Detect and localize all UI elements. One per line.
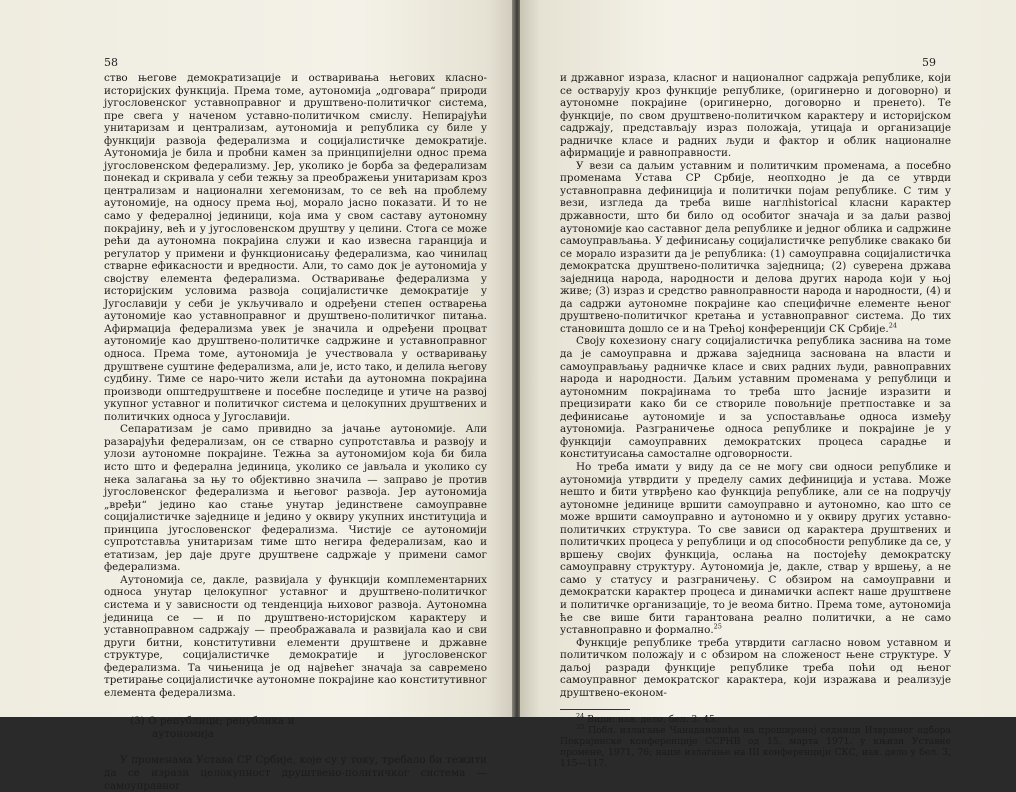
footnote-24: $^{24}$ Види: нав. дело, бел. 3. 45. bbox=[576, 712, 718, 726]
left-paragraph-2: Сепаратизам је само привидно за јачање аутономије. Али разарајући федерализам, он се стварно супротставља и развоју и улози аутономне покрајине. Тежња за аутономијом која би била исто што и федерална јединица, уколико се јављала и уколико су нека залагања за њу то објективно значила — заправо је против југословенског федерализма и његовог развоја. Јер аутономија „вређи“ једино као стање унутар јединствене самоуправне социјалистичке заједнице и једино у оквиру укупних институција и принципа југословенског федерализма. Чистије се аутономији супротставља унитаризам тиме што негира федерализам, као и етатизам, јер даје друге друштвене садржаје у примени самог федерализма. bbox=[104, 423, 487, 574]
right-paragraph-5: Функције републике треба утврдити сагласно новом уставном и политичком положају и с обзиром на сложеност њене структуре. У даљој разради функције републике треба поћи од њеног самоуправног демократског карактера, који изражава и реализује друштвено-економ- bbox=[560, 636, 951, 699]
left-paragraph-3: Аутономија се, дакле, развијала у функцији комплементарних односа унутар целокупног уставног и друштвено-политичког система и у зависности од тенденција њиховог развоја. Аутономна јединица се — и по друштвено-историјском карактеру и уставноправном садржају — преображавала и развијала као и сви други битни, конститутивни елементи друштвене и државне структуре, социјалистичке демократије и југословенског федерализма. Та чињеница је од највећег значаја за савремено третирање социјалистичке аутономне покрајине као конститутивног елемента федерализма. bbox=[104, 573, 487, 699]
section-heading-line-1: (3) О републици; република и bbox=[130, 715, 295, 728]
left-paragraph-4: У променама Устава СР Србије, које су у току, требало би тежити да се изрази целокупност друштвено-политичког система — самоуправног bbox=[104, 754, 487, 792]
right-page bbox=[520, 0, 1016, 770]
footnotes bbox=[560, 714, 951, 769]
footnote-25: $^{25}$ Побл. излагање Чанадановића на проширеној седници Извршног одбора Покрајинске конференције ССРНВ од 15. марта 1971. у књизи Уставне промене, 1971, 76; наше излагање на III конференцији СКС, нав. дело у бел. 3, 115—117. bbox=[560, 723, 952, 770]
footnote-separator bbox=[560, 709, 630, 710]
right-paragraph-4: Но треба имати у виду да се не могу сви односи републике и аутономија утврдити у пределу самих дефиниција и устава. Може нешто и бити утврђено као функција републике, али се на подручју аутономне јединице вршити самоуправно и аутономно, као што се може вршити самоуправно и аутономно и у оквиру других уставно-политичких структура. То све зависи од карактера друштвених и политичких процеса у републици и од способности републике да се, у вршењу својих функција, ослања на постојећу демократску самоуправну структуру. Аутономија је, дакле, ствар у вршењу, а не само у статусу и разграничењу. С обзиром на самоуправни и демократски карактер процеса и динамички аспект наше друштвене и политичке организације, то је веома битно. Према томе, аутономија ће све више бити гарантована реално политички, а не само уставноправно и формално.$^{25}$ bbox=[560, 460, 951, 637]
right-paragraph-3: Своју кохезиону снагу социјалистичка република заснива на томе да је самоуправна и држава заједница заснована на власти и самоуправљању радничке класе и свих радних људи, равноправних народа и народности. Даљим уставним променама у републици и аутономним покрајинама то треба што јасније изразити и прецизирати како би се створиле повољније претпоставке и за дефинисање аутономије и за успостављање односа између аутономија. Разграничење односа републике и покрајине је у функцији самоуправних демократских процеса сарадње и конституисања самосталне одговорности. bbox=[560, 335, 951, 461]
right-text-column bbox=[560, 72, 951, 769]
left-paragraph-1: ство његове демократизације и остваривања његових класно-историјских функција. Према томе, аутономија „одговара“ природи југословенског уставноправног и друштвено-политичког система, пре свега у наченом уставно-политичком смислу. Непирајући унитаризам и централизам, аутономија и република су биле у функцији развоја федерализма и социјалистичке демократије. Аутономија је била и пробни камен за принципијелни однос према југословенском федерализму. Јер, уколико је борба за федерализам понекад и скривала у себи тежњу за преображењи унитаризам кроз централизам и национални хегемонизам, то се већ на проблему аутономије, на односу према њој, морало јасно показати. И то не само у федералној јединици, која има у свом саставу аутономну покрајину, већ и у југословенском друштву у целини. Стога се може рећи да аутономна покрајина служи и као извесна гаранција и регулатор у примени и функционисању федерализма, као чинилац стварне ефикасности и вредности. Али, то само док је аутономија у својству елемента федерализма. Остваривање федерализма у историјским условима развоја социјалистичке демократије у Југославији у себи је укључивало и одређени степен остварења аутономије као уставноправног и друштвено-политичког питања. Афирмација федерализма увек је значила и одређени процват аутономије као друштвено-политичке садржине и уставноправног односа. Према томе, аутономија је учествовала у остваривању друштвене суштине федерализма, али је, исто тако, и делила његову судбину. Тиме се наро-чито жели истаћи да аутономна покрајина производи општедруштвене и посебне последице и утиче на развој укупног уставног и политичког система и целокупних друштвених и политичких односа у Југославији. bbox=[104, 72, 487, 423]
page-number-right: 59 bbox=[922, 56, 936, 69]
left-text-column bbox=[104, 72, 487, 792]
section-heading bbox=[130, 715, 487, 740]
page-number-left: 58 bbox=[104, 56, 118, 69]
right-paragraph-2: У вези са даљим уставним и политичким променама, а посебно променама Устава СР Србије, неопходно је да се утврди уставноправна дефиниција и политички појам републике. С тим у вези, изгледа да треба више наглhistorical класни карактер државности, што би било од особитог значаја и за даљи развој аутономије као саставног дела републике и једног облика и садржине самоуправљања. У дефинисању социјалистичке републике свакако би се морало изразити да је република: (1) самоуправна социјалистичка демократска друштвено-политичка заједница; (2) суверена држава заједница народа, народности и делова других народа који у њој живе; (3) израз и средство равноправности народа и народности, (4) и да садржи аутономне покрајине као специфичне елементе њеног друштвено-политичког кретања и уставноправног система. До тих становишта дошло се и на Трећој конференцији СК Србије.$^{24}$ bbox=[560, 159, 951, 335]
section-heading-line-2: аутономија bbox=[152, 727, 214, 740]
right-paragraph-1: и државног израза, класног и националног садржаја републике, који се остварују кроз функције републике, (оригинерно и договорно) и аутономне покрајине (оригинерно, договорно и пренето). Те функције, по свом друштвено-политичком карактеру и историјском садржају, представљају израз положаја, утицаја и организације радничке класе и радних људи и фактор и облик националне афирмације и равноправности. bbox=[560, 72, 951, 160]
